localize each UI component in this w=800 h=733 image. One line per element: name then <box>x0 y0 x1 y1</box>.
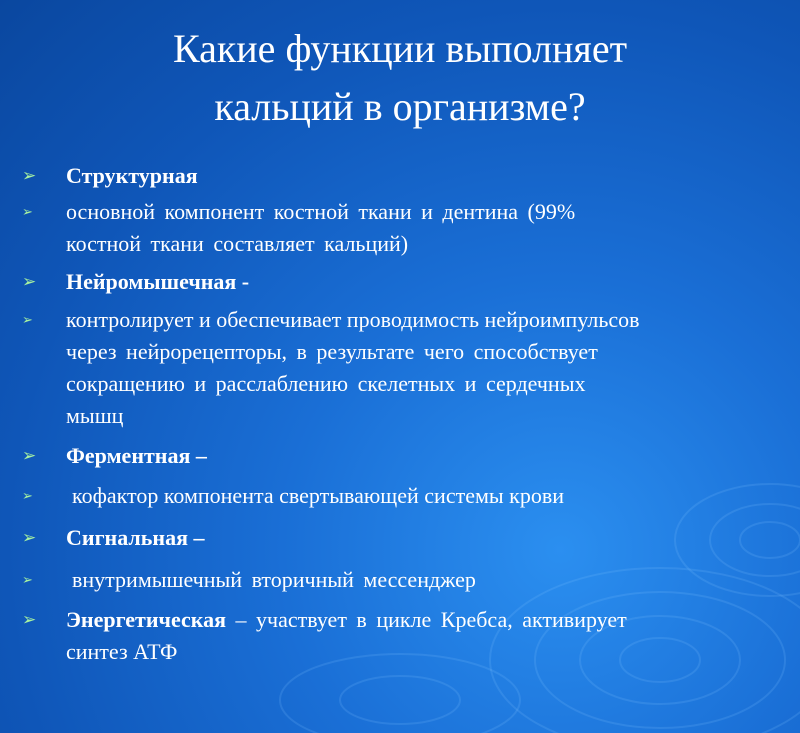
small-arrow-bullet-icon: ➢ <box>22 204 33 219</box>
bullet-structural-desc <box>20 196 780 260</box>
small-arrow-bullet-icon: ➢ <box>22 312 33 327</box>
bullet-signaling-desc-line-1: внутримышечный вторичный мессенджер <box>72 567 476 592</box>
bullet-signaling-label: Сигнальная – <box>66 525 205 550</box>
arrow-bullet-icon: ➢ <box>22 528 37 547</box>
bullet-neuromuscular-desc <box>20 304 780 432</box>
small-arrow-bullet-icon: ➢ <box>22 488 33 503</box>
bullet-structural-desc-line-2: костной ткани составляет кальций) <box>66 231 409 256</box>
bullet-enzymatic-desc-line-1: кофактор компонента свертывающей системы крови <box>72 483 565 508</box>
bullet-energetic-label: Энергетическая <box>66 607 226 632</box>
slide-title-line-1: Какие функции выполняет <box>172 26 628 71</box>
arrow-bullet-icon: ➢ <box>22 446 37 465</box>
bullet-structural-desc-line-1: основной компонент костной ткани и дентина (99% <box>66 199 576 224</box>
bullet-energetic <box>20 604 780 668</box>
bullet-energetic-desc-line-2: синтез АТФ <box>66 639 178 664</box>
bullet-list <box>20 160 780 668</box>
bullet-neuromuscular-desc-line-2: через нейрорецепторы, в результате чего способствует <box>66 339 598 364</box>
bullet-enzymatic <box>20 440 780 472</box>
bullet-neuromuscular-desc-line-1: контролирует и обеспечивает проводимость нейроимпульсов <box>66 307 640 332</box>
bullet-structural <box>20 160 780 192</box>
slide-title-line-2: кальций в организме? <box>214 84 586 129</box>
bullet-neuromuscular-desc-line-4: мышц <box>66 403 124 428</box>
bullet-neuromuscular-label: Нейромышечная - <box>66 269 250 294</box>
bullet-signaling-desc <box>20 564 780 596</box>
small-arrow-bullet-icon: ➢ <box>22 572 33 587</box>
bullet-energetic-desc: – участвует в цикле Кребса, активирует <box>226 607 627 632</box>
arrow-bullet-icon: ➢ <box>22 610 37 629</box>
arrow-bullet-icon: ➢ <box>22 272 37 291</box>
bullet-structural-label: Структурная <box>66 163 198 188</box>
bullet-neuromuscular <box>20 266 780 298</box>
bullet-neuromuscular-desc-line-3: сокращению и расслаблению скелетных и сердечных <box>66 371 586 396</box>
bullet-signaling <box>20 522 780 554</box>
slide-title <box>90 20 710 136</box>
arrow-bullet-icon: ➢ <box>22 166 37 185</box>
bullet-enzymatic-desc <box>20 480 780 512</box>
bullet-enzymatic-label: Ферментная – <box>66 443 207 468</box>
